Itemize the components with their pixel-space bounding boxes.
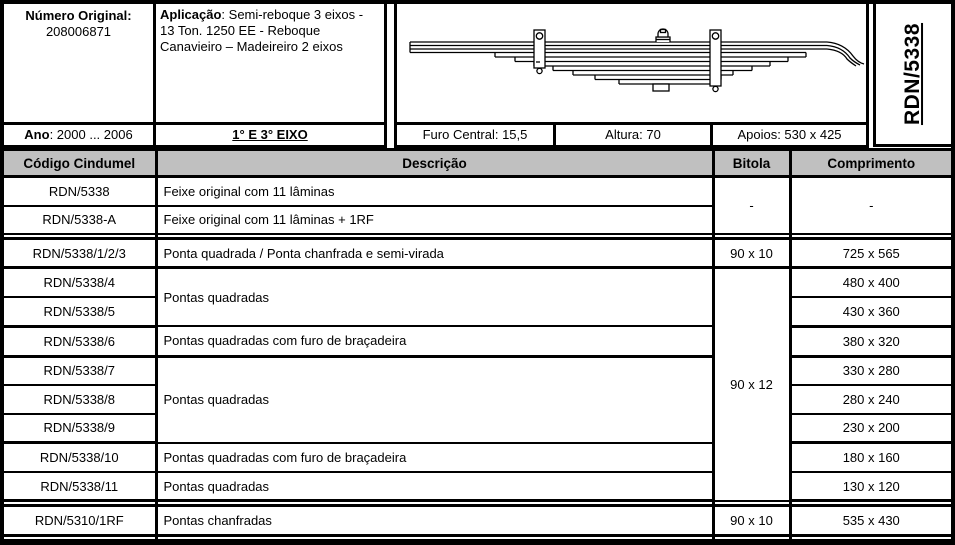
descricao-cell: Pontas quadradas com furo de braçadeira <box>156 326 713 356</box>
comprimento-cell <box>790 536 951 540</box>
comprimento-cell: 480 x 400 <box>790 268 951 297</box>
descricao-cell: Feixe original com 11 lâminas <box>156 177 713 206</box>
comprimento-cell: 535 x 430 <box>790 506 951 536</box>
comprimento-cell: 330 x 280 <box>790 356 951 385</box>
table-row-empty <box>4 536 951 540</box>
bitola-cell: 90 x 10 <box>713 506 790 536</box>
numero-original-label: Número Original: <box>25 8 132 23</box>
table-row <box>4 356 951 385</box>
bitola-cell: 90 x 10 <box>713 238 790 268</box>
col-header-descricao: Descrição <box>156 150 713 177</box>
codigo-cell: RDN/5338/7 <box>4 356 156 385</box>
codigo-cell: RDN/5338 <box>4 177 156 206</box>
descricao-cell: Pontas quadradas <box>156 356 713 443</box>
comprimento-cell: 380 x 320 <box>790 326 951 356</box>
ano-box <box>4 125 156 148</box>
comprimento-cell: - <box>790 177 951 234</box>
comprimento-cell: 230 x 200 <box>790 414 951 443</box>
table-row <box>4 238 951 268</box>
table-row <box>4 472 951 501</box>
col-header-comprimento: Comprimento <box>790 150 951 177</box>
bitola-cell: - <box>713 177 790 234</box>
drawing-box <box>394 4 869 125</box>
descricao-cell: Feixe original com 11 lâminas + 1RF <box>156 206 713 234</box>
table-row <box>4 506 951 536</box>
ano-label: Ano <box>24 127 50 142</box>
codigo-cell: RDN/5338-A <box>4 206 156 234</box>
comprimento-cell: 130 x 120 <box>790 472 951 501</box>
comprimento-cell: 180 x 160 <box>790 443 951 472</box>
comprimento-cell: 280 x 240 <box>790 385 951 413</box>
codigo-cell: RDN/5338/11 <box>4 472 156 501</box>
numero-original-box <box>4 4 156 125</box>
codigo-cell: RDN/5338/5 <box>4 297 156 326</box>
apoios-box: Apoios: 530 x 425 <box>713 125 869 148</box>
numero-original-value: 208006871 <box>45 24 112 39</box>
codigo-cell: RDN/5338/10 <box>4 443 156 472</box>
eixo-box <box>156 125 387 148</box>
aplicacao-text: : Semi-reboque 3 eixos - 13 Ton. 1250 EE - Reboque Canavieiro – Madeireiro 2 eixos <box>160 7 364 54</box>
leaf-spring-icon <box>397 4 866 119</box>
col-header-codigo: Código Cindumel <box>4 150 156 177</box>
codigo-cell: RDN/5338/8 <box>4 385 156 413</box>
model-code-box <box>873 4 951 147</box>
codigo-cell: RDN/5338/4 <box>4 268 156 297</box>
descricao-cell <box>156 536 713 540</box>
furo-central-box: Furo Central: 15,5 <box>394 125 556 148</box>
codigo-cell: RDN/5338/1/2/3 <box>4 238 156 268</box>
comprimento-cell: 725 x 565 <box>790 238 951 268</box>
table-row <box>4 268 951 297</box>
codigo-cell: RDN/5310/1RF <box>4 506 156 536</box>
col-header-bitola: Bitola <box>713 150 790 177</box>
descricao-cell: Pontas quadradas com furo de braçadeira <box>156 443 713 472</box>
comprimento-cell: 430 x 360 <box>790 297 951 326</box>
descricao-cell: Ponta quadrada / Ponta chanfrada e semi-virada <box>156 238 713 268</box>
bitola-cell <box>713 536 790 540</box>
ano-value: : 2000 ... 2006 <box>49 127 133 142</box>
aplicacao-box <box>156 4 387 125</box>
descricao-cell: Pontas quadradas <box>156 268 713 326</box>
table-row <box>4 177 951 206</box>
eixo-label: 1° E 3° EIXO <box>232 127 308 142</box>
table-header-row <box>4 150 951 177</box>
table-row <box>4 443 951 472</box>
bitola-cell: 90 x 12 <box>713 268 790 501</box>
model-code-vertical-label: RDN/5338 <box>901 22 925 126</box>
codigo-cell <box>4 536 156 540</box>
table-row <box>4 326 951 356</box>
parts-table <box>4 148 951 541</box>
codigo-cell: RDN/5338/6 <box>4 326 156 356</box>
descricao-cell: Pontas quadradas <box>156 472 713 501</box>
altura-box: Altura: 70 <box>556 125 713 148</box>
descricao-cell: Pontas chanfradas <box>156 506 713 536</box>
aplicacao-label: Aplicação <box>160 7 222 22</box>
codigo-cell: RDN/5338/9 <box>4 414 156 443</box>
